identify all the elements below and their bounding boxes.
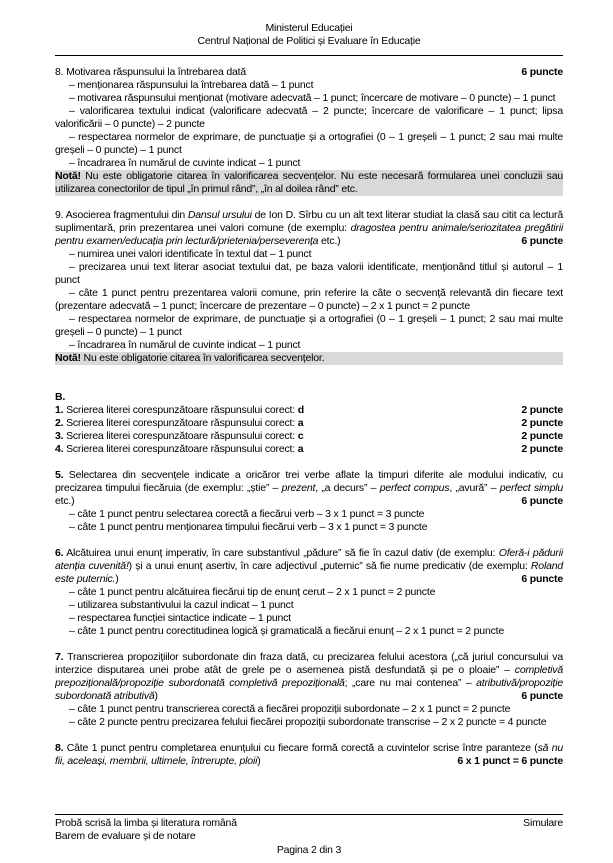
points-value: 6 puncte: [521, 573, 563, 585]
text-run: dragostea pentru animale/seriozitatea pregătirii pentru examen/educația prin lectură/prietenia/perseverența: [55, 222, 563, 247]
text-run: să nu fii, aceleași, membrii, ultimele, întrerupte, ploii: [55, 742, 563, 767]
text-run: Scrierea literei corespunzătoare răspunsului corect:: [63, 417, 298, 429]
text-run: – câte 1 punct pentru transcrierea corectă a fiecărei propoziții subordonate – 2 x 1 punct = 2 puncte: [69, 703, 511, 715]
spacer: [55, 638, 563, 651]
text-run: a: [297, 443, 304, 455]
item-6-criterion-2: [55, 599, 563, 612]
text-run: Nu este obligatorie citarea în valorificarea secvențelor. Nu este necesară formularea unei concluzii sau utilizarea conectorilor de tipul „în primul rând”, „în al doilea rând” etc.: [55, 170, 563, 195]
part-b-answer-4: [55, 443, 563, 456]
text-run: B.: [55, 391, 66, 403]
text-run: ): [115, 573, 119, 585]
part-b-answer-2: [55, 417, 563, 430]
text-run: – utilizarea substantivului la cazul indicat – 1 punct: [69, 599, 294, 611]
text-run: Transcrierea propozițiilor subordonate din fraza dată, cu precizarea felului acestora („că juriul concursului va interzice disputarea unei probe atât de grele pe o asemenea pistă desfundată și pe o ploaie” –: [55, 651, 563, 676]
spacer: [55, 729, 563, 742]
item-8-note: [55, 170, 563, 196]
text-run: atributivă/propoziție subordonată atributivă: [55, 677, 563, 702]
text-run: – câte 2 puncte pentru precizarea felului fiecărei propoziții subordonate transcrise – 2 x 2 puncte = 4 puncte: [69, 716, 547, 728]
points-value: 2 puncte: [521, 443, 563, 455]
text-run: – precizarea unui text literar asociat textului dat, pe baza valorii identificate, menționând titlul și autorul – 1 punct: [55, 261, 563, 286]
text-run: – câte 1 punct pentru corectitudinea logică și gramaticală a fiecărui enunț – 2 x 1 punct = 2 puncte: [69, 625, 504, 637]
points-value: 6 x 1 punct = 6 puncte: [457, 755, 563, 767]
text-run: 9. Asocierea fragmentului din: [55, 209, 188, 221]
text-run: 8. Motivarea răspunsului la întrebarea dată: [55, 66, 247, 78]
part-b-answer-1: [55, 404, 563, 417]
text-run: c: [297, 430, 304, 442]
text-run: ): [257, 755, 261, 767]
text-run: Notă!: [55, 352, 81, 364]
text-run: Scrierea literei corespunzătoare răspunsului corect:: [63, 404, 298, 416]
text-run: Selectarea din secvențele indicate a oricăror trei verbe aflate la timpuri diferite ale modului indicativ, cu precizarea timpului fiecăruia (de exemplu: „știe” –: [55, 469, 563, 494]
item-8-criterion-4: [55, 131, 563, 157]
text-run: de Ion D. Sîrbu cu un alt text literar studiat la clasă sau citit ca lectură suplimentară, prin prezentarea unei valori comune (de exemplu:: [55, 209, 563, 234]
text-run: – câte 1 punct pentru prezentarea valorii comune, prin referire la câte o secvență relevantă din fiecare text (prezentare adecvată – 1 punct; încercare de prezentare – 0 puncte) – 2 x 1 punct = 2 puncte: [55, 287, 563, 312]
text-run: 6.: [55, 547, 64, 559]
spacer: [55, 456, 563, 469]
text-run: 3.: [55, 430, 64, 442]
footer-session-label: Simulare: [523, 817, 563, 829]
item-6-criterion-4: [55, 625, 563, 638]
item-8-criterion-1: [55, 79, 563, 92]
text-run: Roland este puternic.: [55, 560, 563, 585]
item-8b-heading: [55, 742, 563, 768]
item-5-criterion-2: [55, 521, 563, 534]
document-body: [55, 66, 563, 768]
points-value: 6 puncte: [521, 235, 563, 247]
item-6-criterion-1: [55, 586, 563, 599]
header-rule: [55, 55, 563, 56]
item-7-criterion-1: [55, 703, 563, 716]
text-run: Notă!: [55, 170, 81, 182]
item-8-criterion-5: [55, 157, 563, 170]
document-footer: [55, 814, 563, 857]
item-9-note: [55, 352, 563, 365]
text-run: Scrierea literei corespunzătoare răspunsului corect:: [63, 430, 298, 442]
item-9-criterion-4: [55, 313, 563, 339]
footer-exam-title: Probă scrisă la limba și literatura română: [55, 817, 237, 829]
item-7-criterion-2: [55, 716, 563, 729]
text-run: 7.: [55, 651, 64, 663]
text-run: – câte 1 punct pentru alcătuirea fiecărui tip de enunț cerut – 2 x 1 punct = 2 puncte: [69, 586, 436, 598]
text-run: – respectarea normelor de exprimare, de punctuație și a ortografiei (0 – 1 greșeli – 1 punct; 2 sau mai multe greșeli – 0 puncte) – 1 punct: [55, 313, 563, 338]
item-9-criterion-1: [55, 248, 563, 261]
text-run: prezent: [281, 482, 316, 494]
points-value: 2 puncte: [521, 430, 563, 442]
points-value: 2 puncte: [521, 417, 563, 429]
document-header: [55, 22, 563, 48]
text-run: – respectarea funcției sintactice indicate – 1 punct: [69, 612, 291, 624]
footer-barem-title: Barem de evaluare și de notare: [55, 830, 196, 842]
spacer: [55, 196, 563, 209]
text-run: Dansul ursului: [187, 209, 252, 221]
text-run: ; „care nu mai contenea” –: [344, 677, 477, 689]
text-run: – menționarea răspunsului la întrebarea dată – 1 punct: [69, 79, 314, 91]
item-9-criterion-5: [55, 339, 563, 352]
footer-page-number: Pagina 2 din 3: [276, 844, 342, 856]
text-run: completivă prepozițională/propoziție subordonată completivă prepozițională: [55, 664, 563, 689]
text-run: – câte 1 punct pentru menționarea timpului fiecărui verb – 3 x 1 punct = 3 puncte: [69, 521, 428, 533]
points-value: 6 puncte: [521, 495, 563, 507]
item-8-criterion-3: [55, 105, 563, 131]
text-run: Scrierea literei corespunzătoare răspunsului corect:: [63, 443, 298, 455]
text-run: , „avură” –: [449, 482, 500, 494]
item-7-heading: [55, 651, 563, 703]
spacer: [55, 365, 563, 391]
part-b-label: [55, 391, 563, 404]
item-8-criterion-2: [55, 92, 563, 105]
text-run: , „a decurs” –: [315, 482, 380, 494]
points-value: 6 puncte: [521, 66, 563, 78]
item-6-heading: [55, 547, 563, 586]
item-8-heading: [55, 66, 563, 79]
text-run: 4.: [55, 443, 64, 455]
text-run: ): [154, 690, 158, 702]
item-9-criterion-3: [55, 287, 563, 313]
text-run: perfect simplu: [499, 482, 564, 494]
footer-row: [55, 817, 563, 843]
spacer: [55, 534, 563, 547]
text-run: etc.): [55, 495, 75, 507]
text-run: Oferă-i pădurii atenția cuvenită!: [55, 547, 563, 572]
text-run: a: [297, 417, 304, 429]
item-6-criterion-3: [55, 612, 563, 625]
text-run: Câte 1 punct pentru completarea enunțului cu fiecare formă corectă a cuvintelor scrise între paranteze (: [63, 742, 538, 754]
footer-left-block: [55, 817, 237, 843]
text-run: – numirea unei valori identificate în textul dat – 1 punct: [69, 248, 312, 260]
item-5-criterion-1: [55, 508, 563, 521]
part-b-answer-3: [55, 430, 563, 443]
item-5-heading: [55, 469, 563, 508]
points-value: 2 puncte: [521, 404, 563, 416]
text-run: – motivarea răspunsului menționat (motivare adecvată – 1 punct; încercare de motivare – 0 puncte) – 1 punct: [69, 92, 556, 104]
header-ministry-line: Ministerul Educației: [265, 22, 353, 34]
text-run: – respectarea normelor de exprimare, de punctuație și a ortografiei (0 – 1 greșeli – 1 punct; 2 sau mai multe greșeli – 0 puncte) – 1 punct: [55, 131, 563, 156]
text-run: etc.): [318, 235, 341, 247]
text-run: – câte 1 punct pentru selectarea corectă a fiecărui verb – 3 x 1 punct = 3 puncte: [69, 508, 425, 520]
text-run: 2.: [55, 417, 64, 429]
text-run: perfect compus: [379, 482, 450, 494]
points-value: 6 puncte: [521, 690, 563, 702]
header-center-line: Centrul Național de Politici și Evaluare în Educație: [197, 35, 421, 47]
text-run: d: [297, 404, 304, 416]
text-run: – încadrarea în numărul de cuvinte indicat – 1 punct: [69, 339, 301, 351]
text-run: 8.: [55, 742, 64, 754]
text-run: – încadrarea în numărul de cuvinte indicat – 1 punct: [69, 157, 301, 169]
text-run: 1.: [55, 404, 64, 416]
text-run: ) și a unui enunț asertiv, în care adjectivul „puternic” să fie nume predicativ (de exemplu:: [128, 560, 531, 572]
text-run: 5.: [55, 469, 64, 481]
text-run: – valorificarea textului indicat (valorificare adecvată – 2 puncte; încercare de valorificare – 1 punct; lipsa valorificării – 0 puncte) – 2 puncte: [55, 105, 563, 130]
item-9-criterion-2: [55, 261, 563, 287]
text-run: Alcătuirea unui enunț imperativ, în care substantivul „pădure” să fie în cazul dativ (de exemplu:: [63, 547, 499, 559]
footer-rule: [55, 814, 563, 815]
item-9-heading: [55, 209, 563, 248]
text-run: Nu este obligatorie citarea în valorificarea secvențelor.: [80, 352, 325, 364]
